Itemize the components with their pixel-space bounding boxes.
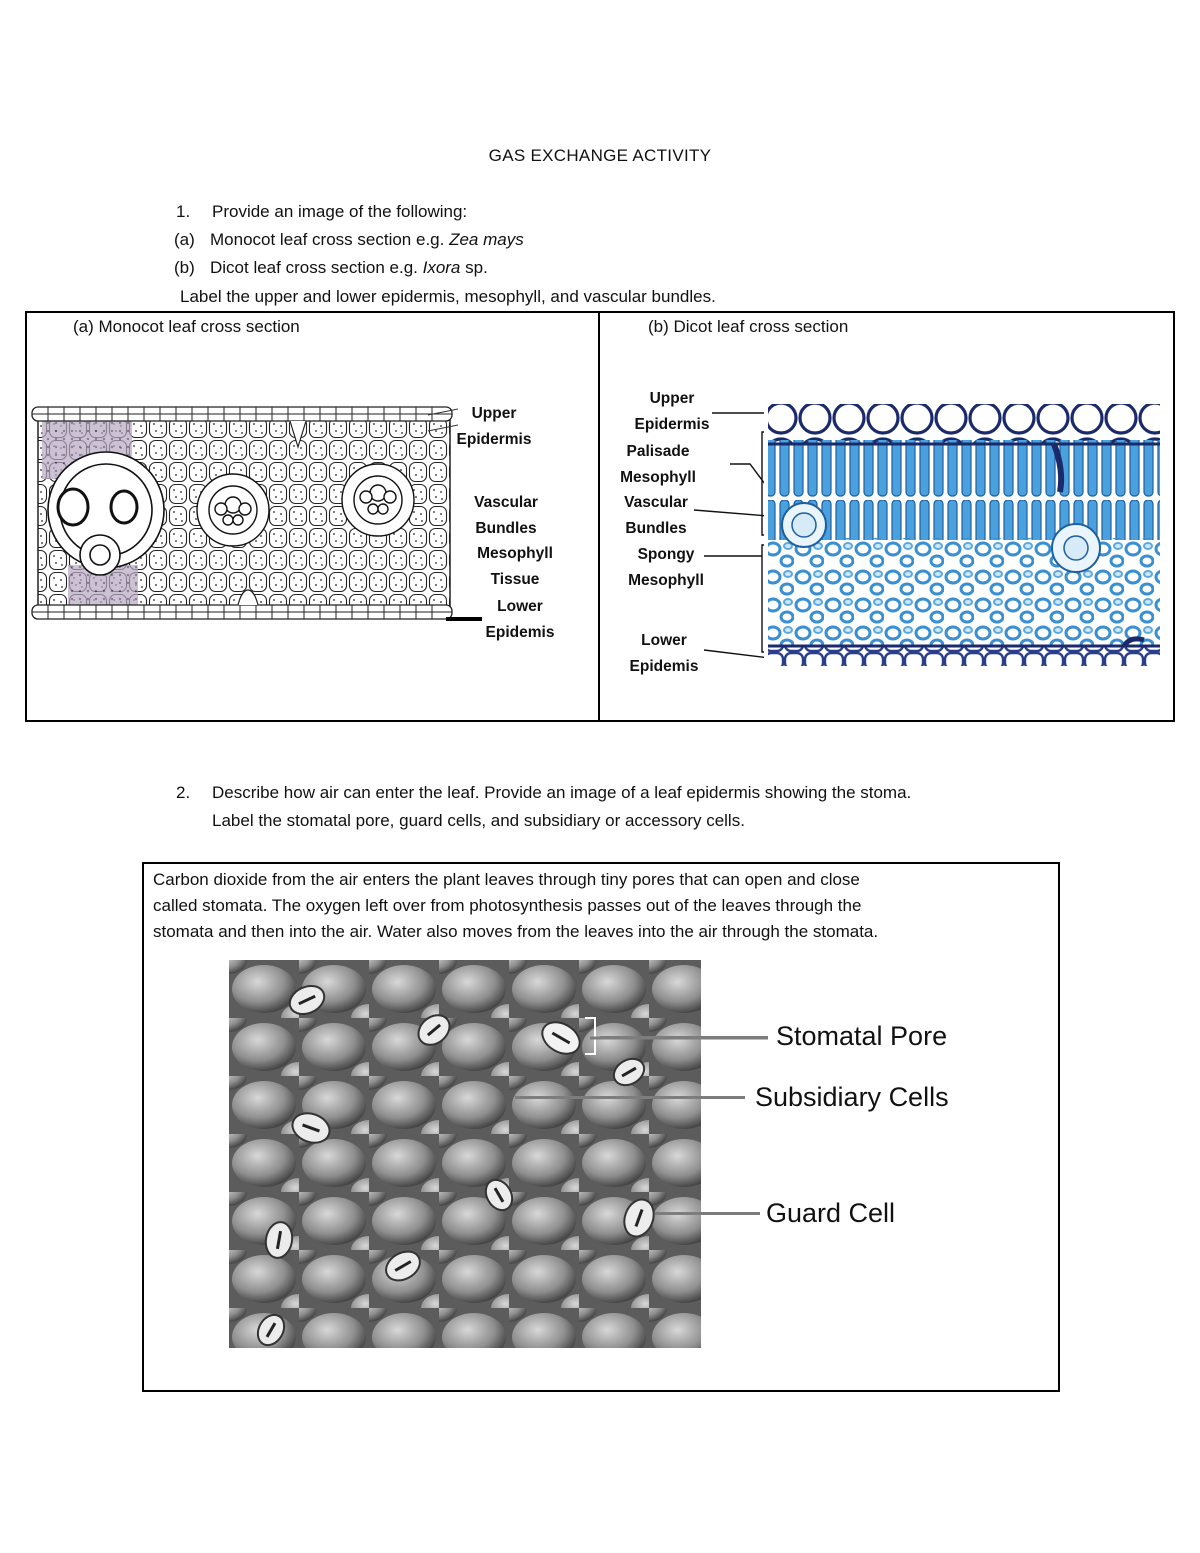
label-line: Bundles	[475, 520, 537, 537]
stomata-leader-lines	[590, 1020, 770, 1240]
label-line: Mesophyll	[628, 572, 704, 589]
label-stomatal-pore: Stomatal Pore	[776, 1021, 948, 1051]
question-1b	[174, 258, 488, 278]
question-1b-marker: (b)	[174, 258, 195, 277]
label-line: Tissue	[490, 571, 540, 588]
question-1-number: 1.	[176, 202, 191, 221]
question-2-number: 2.	[176, 783, 191, 802]
question-1	[176, 202, 467, 222]
table-divider	[598, 311, 600, 722]
label-line: Mesophyll	[477, 545, 553, 562]
label-line: Lower	[497, 598, 543, 615]
question-1a-text: Monocot leaf cross section e.g.	[210, 230, 450, 249]
label-line: Upper	[471, 405, 517, 422]
monocot-label-vascular-bundles	[456, 490, 556, 542]
label-line: Vascular	[474, 494, 538, 511]
question-1a-marker: (a)	[174, 230, 195, 249]
label-line: Upper	[649, 390, 695, 407]
answer-line: called stomata. The oxygen left over from photosynthesis passes out of the leaves through the	[153, 896, 862, 915]
monocot-label-lower-epidermis	[470, 594, 570, 646]
label-line: Spongy	[637, 546, 695, 563]
stomatal-pore-pointer	[600, 1036, 768, 1039]
question-1b-text: Dicot leaf cross section e.g.	[210, 258, 423, 277]
guard-cell-pointer	[655, 1212, 760, 1215]
label-line: Epidemis	[629, 658, 699, 675]
question-1a	[174, 230, 524, 250]
label-line: Lower	[641, 632, 687, 649]
label-line: Epidermis	[456, 431, 532, 448]
answer-line: Carbon dioxide from the air enters the plant leaves through tiny pores that can open and close	[153, 870, 860, 889]
answer-line: stomata and then into the air. Water also moves from the leaves into the air through the stomata.	[153, 922, 879, 941]
lower-epidermis-pointer	[446, 617, 482, 621]
question-1-instruction: Label the upper and lower epidermis, mesophyll, and vascular bundles.	[180, 287, 716, 306]
monocot-leaf-diagram	[28, 395, 468, 645]
question-1b-suffix: sp.	[460, 258, 488, 277]
label-line: Mesophyll	[620, 469, 696, 486]
question-2-line-1: Describe how air can enter the leaf. Provide an image of a leaf epidermis showing the stoma.	[212, 783, 912, 802]
monocot-label-upper-epidermis	[444, 401, 544, 453]
dicot-cell-title: (b) Dicot leaf cross section	[648, 317, 849, 336]
answer-text	[153, 867, 1053, 945]
question-2	[176, 783, 911, 803]
label-guard-cell: Guard Cell	[766, 1198, 896, 1228]
monocot-label-mesophyll-tissue	[465, 541, 565, 593]
dicot-leaf-micrograph	[764, 400, 1164, 672]
label-line: Bundles	[625, 520, 687, 537]
subsidiary-cells-pointer	[515, 1096, 745, 1099]
label-line: Palisade	[626, 443, 690, 460]
question-2-line-2: Label the stomatal pore, guard cells, and subsidiary or accessory cells.	[212, 811, 745, 830]
page-title: GAS EXCHANGE ACTIVITY	[488, 146, 712, 165]
label-line: Epidermis	[634, 416, 710, 433]
label-line: Vascular	[624, 494, 688, 511]
question-1-text: Provide an image of the following:	[212, 202, 468, 221]
monocot-cell-title: (a) Monocot leaf cross section	[73, 317, 300, 336]
species-zea-mays: Zea mays	[449, 230, 524, 249]
label-line: Epidemis	[485, 624, 555, 641]
label-subsidiary-cells: Subsidiary Cells	[755, 1082, 949, 1112]
species-ixora: Ixora	[422, 258, 461, 277]
